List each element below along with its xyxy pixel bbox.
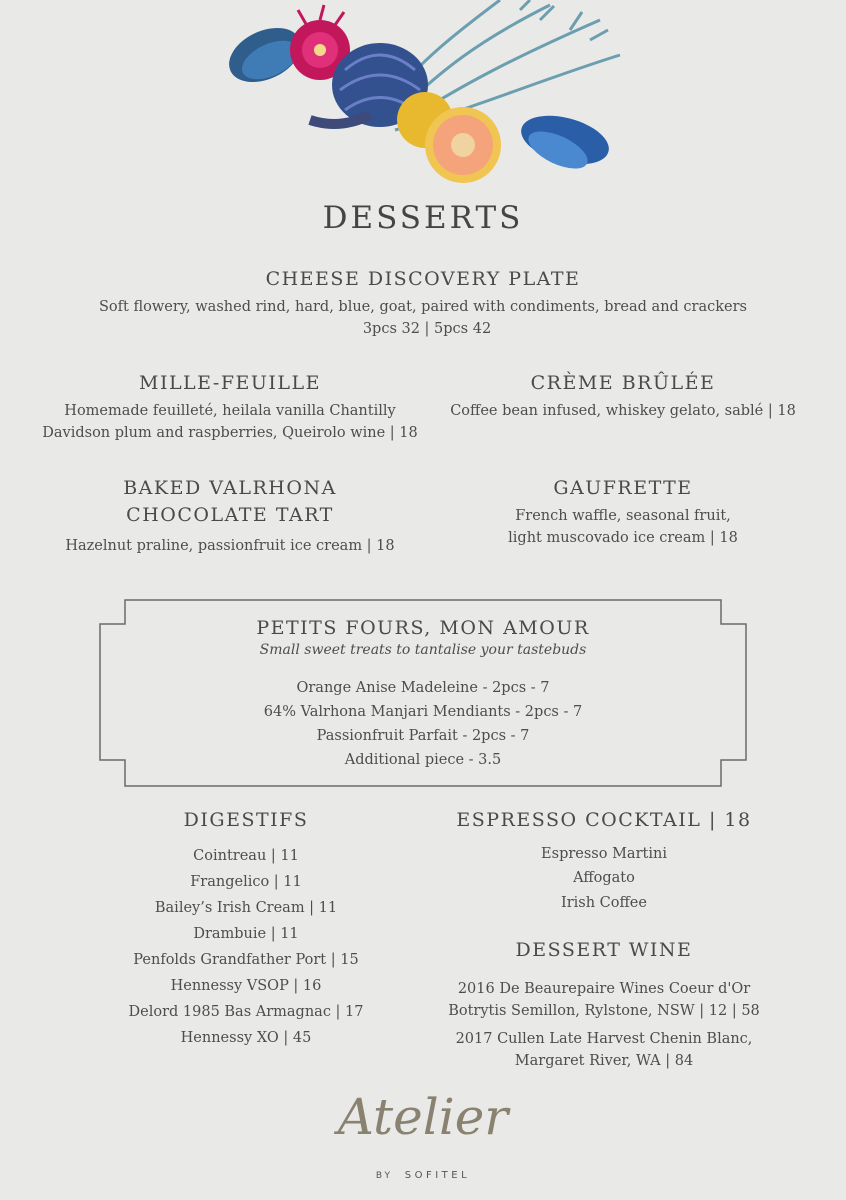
petits-fours-subtitle: Small sweet treats to tantalise your tastebuds: [259, 642, 587, 658]
logo-brand: SOFITEL: [404, 1170, 471, 1181]
dessert-wine-2-line2: Margaret River, WA | 84: [514, 1053, 694, 1069]
dessert-wine-2-line1: 2017 Cullen Late Harvest Chenin Blanc,: [455, 1031, 753, 1047]
atelier-logo: Atelier: [337, 1088, 509, 1146]
digestifs-heading: DIGESTIFS: [183, 809, 309, 831]
petits-fours-item: Additional piece - 3.5: [344, 752, 502, 768]
petits-fours-heading: PETITS FOURS, MON AMOUR: [256, 617, 590, 639]
mille-feuille-line2: Davidson plum and raspberries, Queirolo wine | 18: [42, 425, 418, 441]
petits-fours-item: Orange Anise Madeleine - 2pcs - 7: [296, 680, 550, 696]
espresso-cocktail-item: Affogato: [573, 870, 635, 886]
espresso-cocktail-heading: ESPRESSO COCKTAIL | 18: [456, 809, 752, 831]
page-title: DESSERTS: [322, 200, 524, 236]
food-illustration: [220, 0, 640, 195]
mille-feuille-heading: MILLE-FEUILLE: [138, 372, 321, 394]
petits-fours-item: 64% Valrhona Manjari Mendiants - 2pcs - 7: [263, 704, 583, 720]
mille-feuille-line1: Homemade feuilleté, heilala vanilla Chantilly: [64, 403, 396, 419]
cheese-plate-price: 3pcs 32 | 5pcs 42: [362, 321, 492, 337]
petits-fours-item: Passionfruit Parfait - 2pcs - 7: [316, 728, 530, 744]
digestif-item: Bailey’s Irish Cream | 11: [154, 900, 338, 916]
creme-brulee-heading: CRÈME BRÛLÉE: [530, 372, 716, 394]
creme-brulee-line1: Coffee bean infused, whiskey gelato, sablé | 18: [450, 403, 796, 419]
digestif-item: Delord 1985 Bas Armagnac | 17: [128, 1004, 364, 1020]
dessert-wine-1-line1: 2016 De Beaurepaire Wines Coeur d'Or: [457, 981, 751, 997]
citrus-illustration: [397, 92, 501, 183]
cheese-plate-heading: CHEESE DISCOVERY PLATE: [265, 268, 581, 290]
espresso-cocktail-item: Irish Coffee: [561, 895, 647, 911]
chocolate-tart-line1: Hazelnut praline, passionfruit ice cream | 18: [65, 538, 395, 554]
logo-by: BY: [375, 1171, 394, 1181]
gaufrette-line2: light muscovado ice cream | 18: [508, 530, 738, 546]
digestif-item: Penfolds Grandfather Port | 15: [133, 952, 359, 968]
dessert-wine-heading: DESSERT WINE: [515, 939, 693, 961]
chocolate-tart-heading-1: BAKED VALRHONA: [123, 477, 337, 499]
digestif-item: Frangelico | 11: [190, 874, 302, 890]
gaufrette-line1: French waffle, seasonal fruit,: [515, 508, 731, 524]
mussel-illustration: [516, 107, 614, 176]
digestif-item: Cointreau | 11: [193, 848, 299, 864]
gaufrette-heading: GAUFRETTE: [553, 477, 693, 499]
dessert-wine-1-line2: Botrytis Semillon, Rylstone, NSW | 12 | 58: [448, 1003, 760, 1019]
digestif-item: Hennessy VSOP | 16: [170, 978, 322, 994]
espresso-cocktail-item: Espresso Martini: [541, 846, 667, 862]
chocolate-tart-heading-2: CHOCOLATE TART: [126, 504, 334, 526]
cheese-plate-description: Soft flowery, washed rind, hard, blue, goat, paired with condiments, bread and crackers: [99, 299, 747, 315]
sofitel-logo: [0, 1170, 846, 1181]
digestif-item: Drambuie | 11: [193, 926, 299, 942]
digestif-item: Hennessy XO | 45: [180, 1030, 312, 1046]
